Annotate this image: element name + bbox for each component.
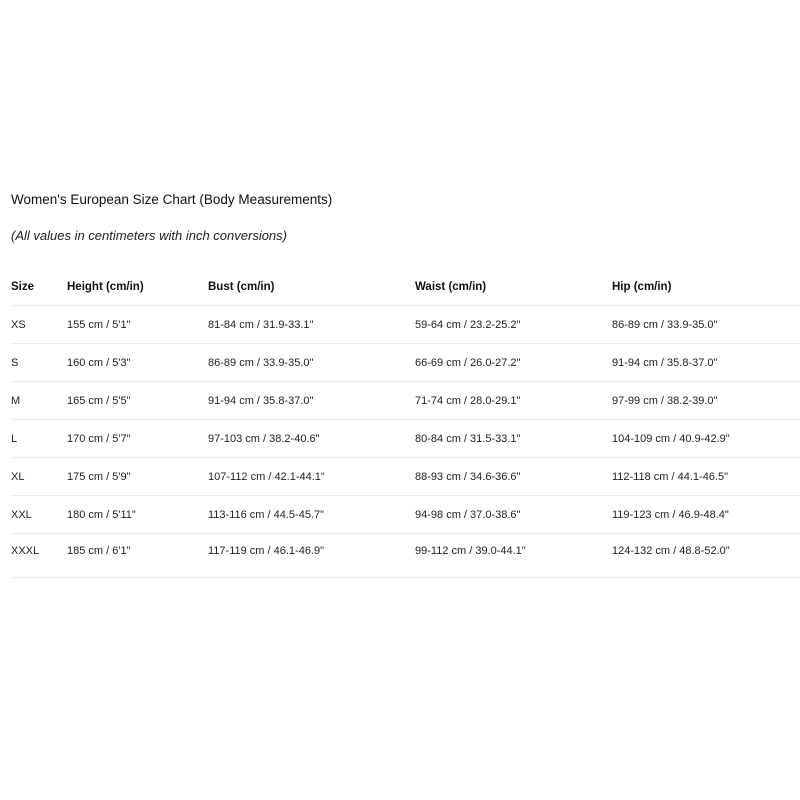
table-row (11, 458, 800, 496)
cell-waist: 99-112 cm / 39.0-44.1" (415, 534, 612, 578)
cell-height: 185 cm / 6'1" (67, 534, 208, 578)
table-row (11, 382, 800, 420)
cell-hip: 97-99 cm / 38.2-39.0" (612, 382, 800, 420)
cell-bust: 81-84 cm / 31.9-33.1" (208, 306, 415, 344)
size-table (11, 269, 800, 578)
table-body (11, 306, 800, 578)
cell-height: 175 cm / 5'9" (67, 458, 208, 496)
cell-bust: 91-94 cm / 35.8-37.0" (208, 382, 415, 420)
header-waist: Waist (cm/in) (415, 269, 612, 306)
cell-bust: 117-119 cm / 46.1-46.9" (208, 534, 415, 578)
table-row (11, 534, 800, 578)
cell-height: 165 cm / 5'5" (67, 382, 208, 420)
cell-size: XXL (11, 496, 67, 534)
cell-hip: 104-109 cm / 40.9-42.9" (612, 420, 800, 458)
cell-waist: 88-93 cm / 34.6-36.6" (415, 458, 612, 496)
cell-height: 155 cm / 5'1" (67, 306, 208, 344)
cell-waist: 59-64 cm / 23.2-25.2" (415, 306, 612, 344)
table-row (11, 420, 800, 458)
page-subtitle: (All values in centimeters with inch conversions) (11, 228, 287, 243)
table-header (11, 269, 800, 306)
cell-bust: 97-103 cm / 38.2-40.6" (208, 420, 415, 458)
cell-bust: 113-116 cm / 44.5-45.7" (208, 496, 415, 534)
table-row (11, 344, 800, 382)
cell-size: XS (11, 306, 67, 344)
cell-waist: 71-74 cm / 28.0-29.1" (415, 382, 612, 420)
cell-waist: 80-84 cm / 31.5-33.1" (415, 420, 612, 458)
header-size: Size (11, 269, 67, 306)
cell-waist: 66-69 cm / 26.0-27.2" (415, 344, 612, 382)
cell-hip: 119-123 cm / 46.9-48.4" (612, 496, 800, 534)
cell-height: 180 cm / 5'11" (67, 496, 208, 534)
header-bust: Bust (cm/in) (208, 269, 415, 306)
page-title: Women's European Size Chart (Body Measurements) (11, 192, 333, 207)
cell-size: L (11, 420, 67, 458)
cell-size: XL (11, 458, 67, 496)
size-chart-document (11, 190, 800, 578)
cell-size: S (11, 344, 67, 382)
cell-hip: 91-94 cm / 35.8-37.0" (612, 344, 800, 382)
cell-bust: 86-89 cm / 33.9-35.0" (208, 344, 415, 382)
cell-size: M (11, 382, 67, 420)
cell-bust: 107-112 cm / 42.1-44.1" (208, 458, 415, 496)
table-row (11, 496, 800, 534)
cell-height: 160 cm / 5'3" (67, 344, 208, 382)
cell-hip: 112-118 cm / 44.1-46.5" (612, 458, 800, 496)
header-height: Height (cm/in) (67, 269, 208, 306)
cell-height: 170 cm / 5'7" (67, 420, 208, 458)
header-row (11, 269, 800, 306)
cell-waist: 94-98 cm / 37.0-38.6" (415, 496, 612, 534)
cell-hip: 86-89 cm / 33.9-35.0" (612, 306, 800, 344)
table-row (11, 306, 800, 344)
cell-hip: 124-132 cm / 48.8-52.0" (612, 534, 800, 578)
header-hip: Hip (cm/in) (612, 269, 800, 306)
cell-size: XXXL (11, 534, 67, 578)
